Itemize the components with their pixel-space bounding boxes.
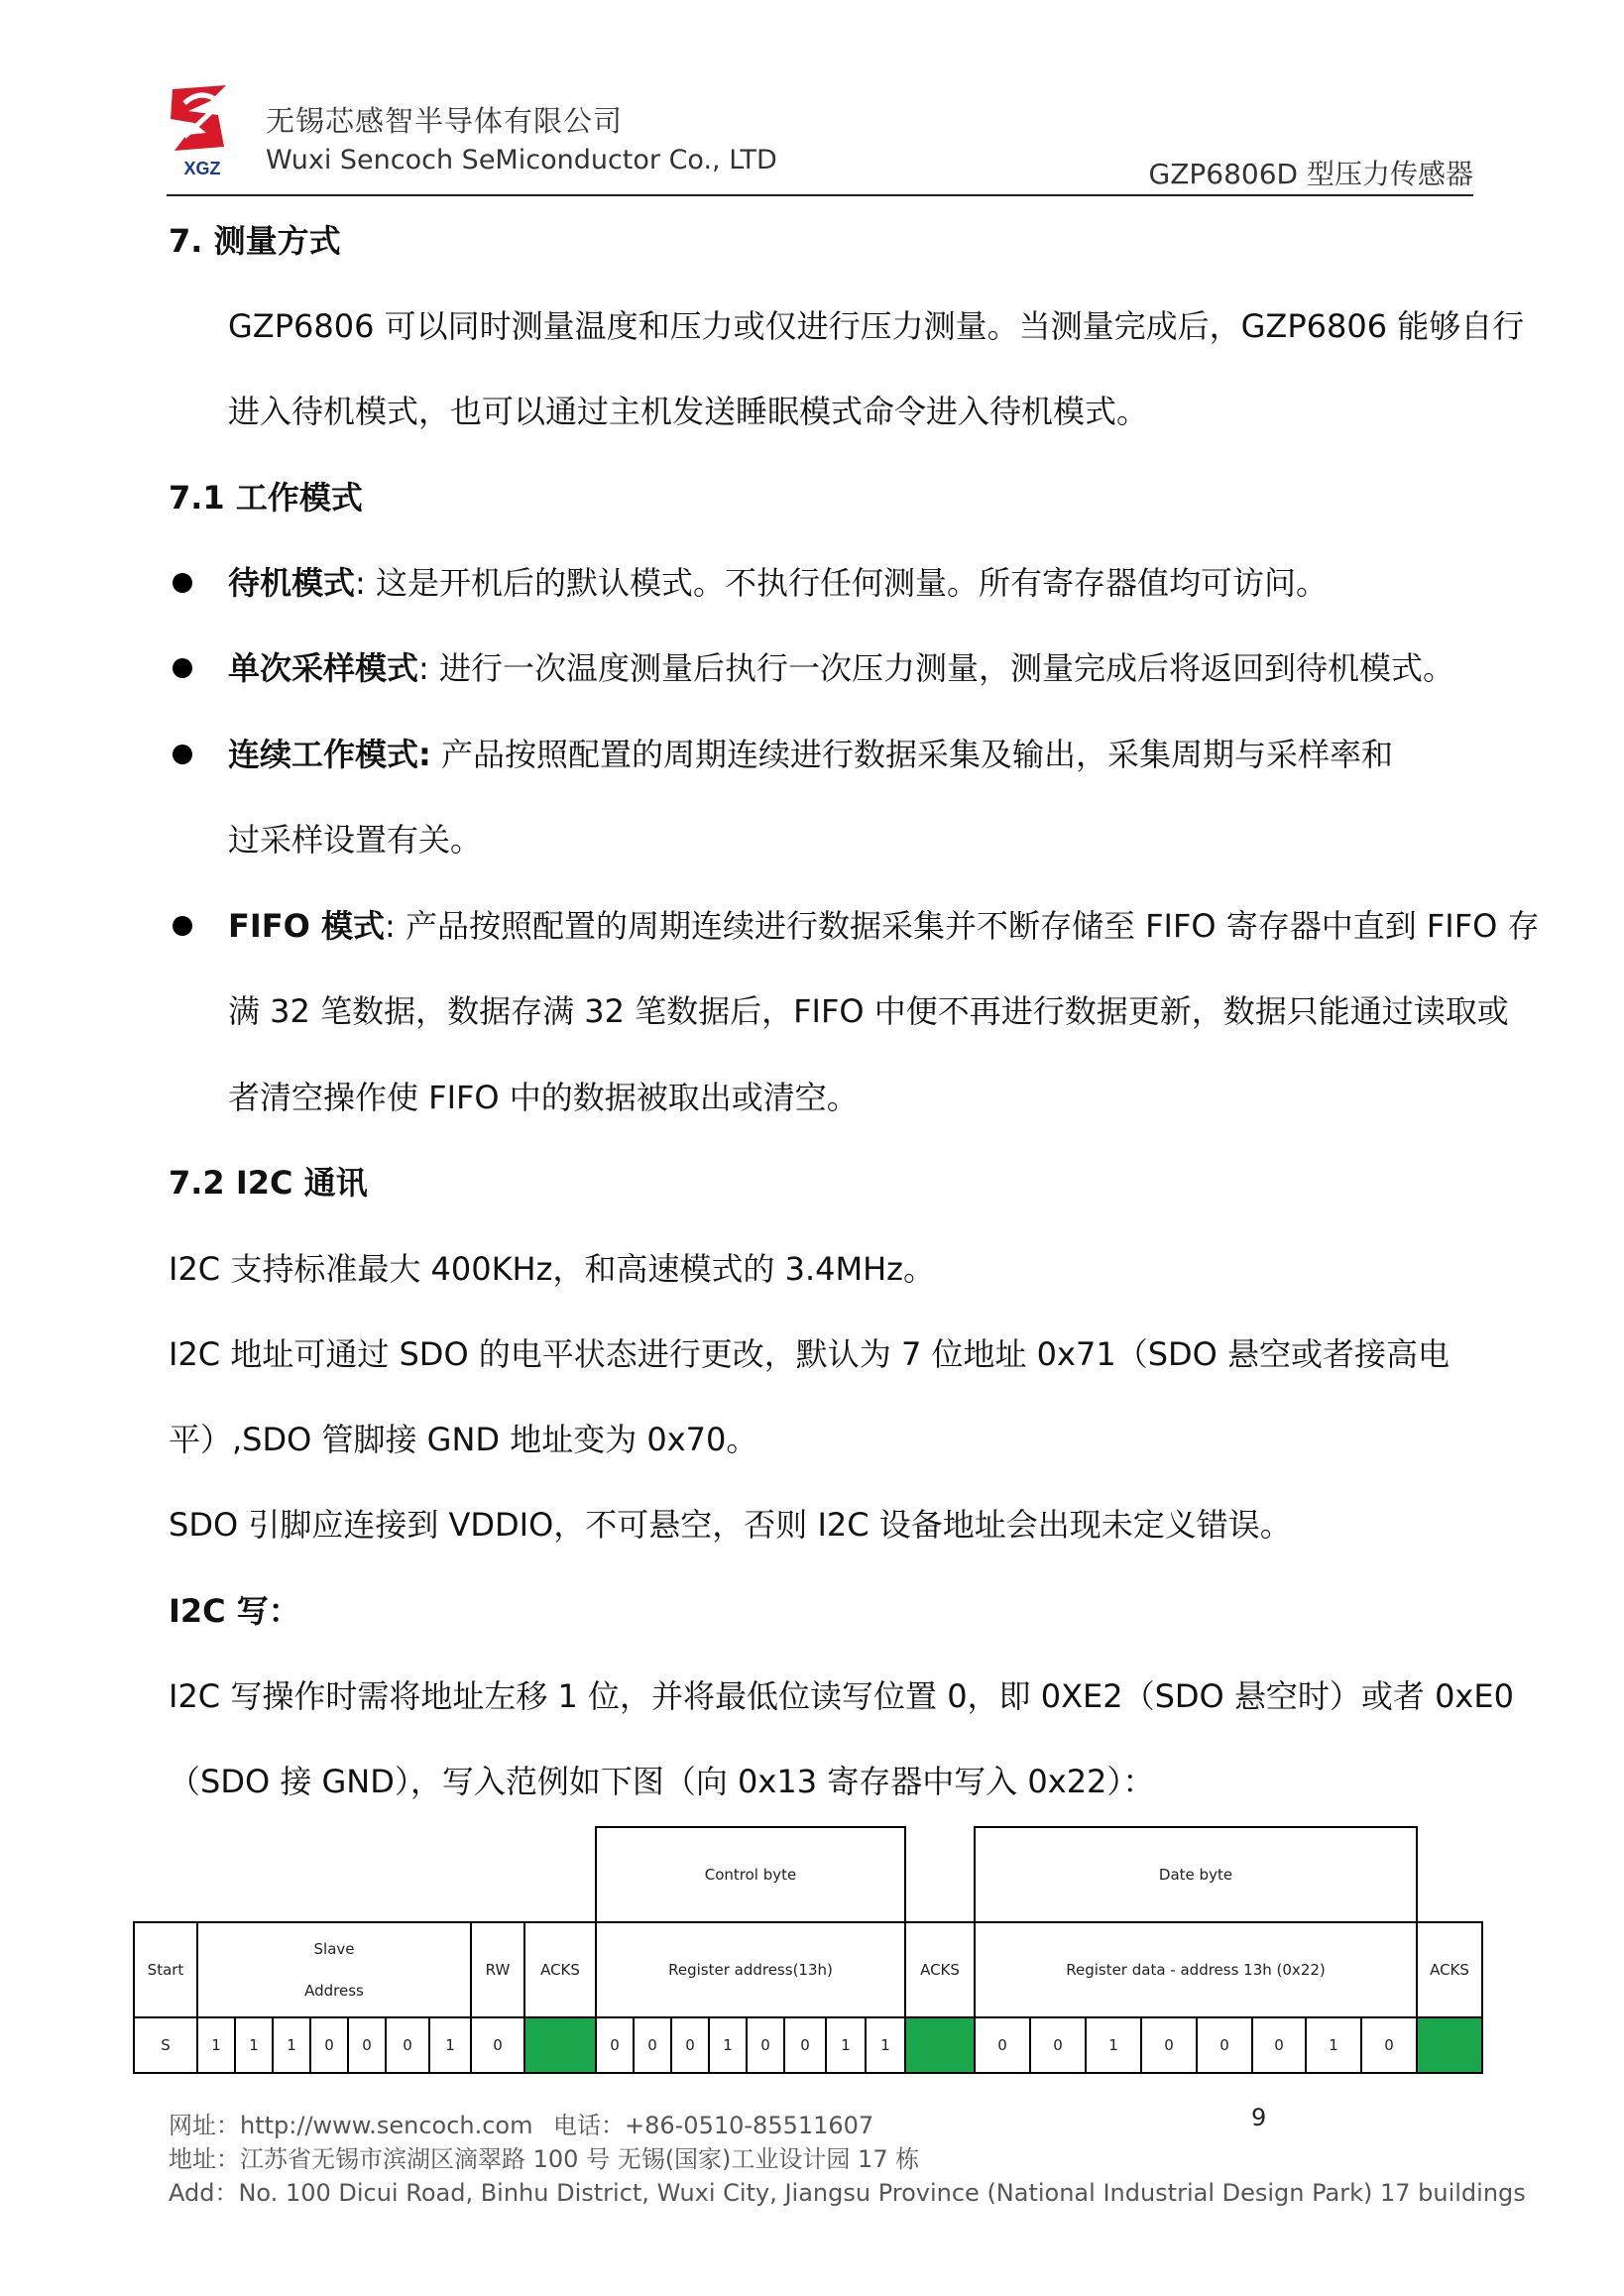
mode-item-single <box>228 648 1454 688</box>
mode-desc: : 进行一次温度测量后执行一次压力测量，测量完成后将返回到待机模式。 <box>418 649 1454 687</box>
address-bit: 0 <box>746 2016 785 2074</box>
ack-field: ACKS <box>1416 1921 1483 2018</box>
slave-bit: 0 <box>347 2016 387 2074</box>
mode-item-continuous-cont: 过采样设置有关。 <box>228 821 483 859</box>
mode-item-fifo-cont2: 者清空操作使 FIFO 中的数据被取出或清空。 <box>228 1079 859 1116</box>
slave-bit: 1 <box>234 2016 274 2074</box>
phone-number: +86-0510-85511607 <box>625 2112 874 2139</box>
logo-text: XGZ <box>183 159 221 178</box>
footer-address-cn <box>169 2139 919 2174</box>
rw-bit: 0 <box>470 2016 525 2074</box>
data-bit: 0 <box>1360 2016 1418 2074</box>
i2c-write-frame-table <box>133 1826 1483 2074</box>
mode-desc: : 产品按照配置的周期连续进行数据采集并不断存储至 FIFO 寄存器中直到 FIFO 存 <box>384 907 1540 945</box>
ack-bit <box>1416 2016 1483 2074</box>
address-label: 地址： <box>169 2145 240 2173</box>
mode-item-fifo-cont: 满 32 笔数据，数据存满 32 笔数据后，FIFO 中便不再进行数据更新，数据只能通过读取或 <box>228 992 1509 1030</box>
bullet-icon <box>173 916 192 936</box>
ack-field: ACKS <box>904 1921 976 2018</box>
address-bit: 0 <box>670 2016 710 2074</box>
mode-item-continuous <box>228 735 1393 774</box>
company-name-en: Wuxi Sencoch SeMiconductor Co., LTD <box>266 145 777 175</box>
address-en: No. 100 Dicui Road, Binhu District, Wuxi City, Jiangsu Province (National Industrial Design Park) 17 buildings <box>238 2179 1526 2207</box>
mode-desc: : 这是开机后的默认模式。不执行任何测量。所有寄存器值均可访问。 <box>355 564 1328 602</box>
mode-item-standby <box>228 563 1328 603</box>
address-bit: 0 <box>783 2016 827 2074</box>
start-bit: S <box>133 2016 198 2074</box>
company-logo <box>167 81 238 180</box>
section-7-1-heading: 7.1 工作模式 <box>169 479 363 517</box>
slave-bit: 1 <box>272 2016 311 2074</box>
i2c-address-line1: I2C 地址可通过 SDO 的电平状态进行更改，默认为 7 位地址 0x71（SDO 悬空或者接高电 <box>169 1335 1450 1373</box>
data-bit: 0 <box>974 2016 1031 2074</box>
address-label: Add： <box>169 2179 239 2207</box>
address-bit: 0 <box>633 2016 672 2074</box>
section-7-para-line2: 进入待机模式，也可以通过主机发送睡眠模式命令进入待机模式。 <box>228 393 1149 430</box>
page-number: 9 <box>1251 2104 1267 2131</box>
bullet-icon <box>173 573 192 593</box>
address-bit: 0 <box>595 2016 635 2074</box>
mode-term: FIFO 模式 <box>228 907 385 945</box>
slave-bit: 0 <box>309 2016 349 2074</box>
data-bit: 0 <box>1196 2016 1253 2074</box>
sdo-note: SDO 引脚应连接到 VDDIO，不可悬空，否则 I2C 设备地址会出现未定义错误。 <box>169 1506 1292 1544</box>
i2c-write-line2: （SDO 接 GND），写入范例如下图（向 0x13 寄存器中写入 0x22）： <box>169 1763 1155 1800</box>
mode-desc: 产品按照配置的周期连续进行数据采集及输出，采集周期与采样率和 <box>430 736 1393 773</box>
footer-address-en <box>169 2173 1526 2208</box>
slave-label-line1: Slave <box>313 1940 355 1958</box>
section-7-heading: 7. 测量方式 <box>169 222 341 260</box>
ack-bit <box>904 2016 976 2074</box>
footer-website <box>169 2106 533 2140</box>
register-data-field: Register data - address 13h (0x22) <box>974 1921 1418 2018</box>
i2c-address-line2: 平）,SDO 管脚接 GND 地址变为 0x70。 <box>169 1421 758 1458</box>
register-address-field: Register address(13h) <box>595 1921 906 2018</box>
slave-bit: 0 <box>385 2016 430 2074</box>
section-7-2-heading: 7.2 I2C 通讯 <box>169 1164 368 1202</box>
data-bit: 0 <box>1029 2016 1087 2074</box>
control-byte-header: Control byte <box>595 1826 906 1923</box>
mode-term: 待机模式 <box>228 564 356 602</box>
address-bit: 1 <box>865 2016 906 2074</box>
website-link[interactable]: http://www.sencoch.com <box>240 2112 533 2139</box>
address-cn: 江苏省无锡市滨湖区滴翠路 100 号 无锡(国家)工业设计园 17 栋 <box>240 2145 920 2173</box>
footer-phone <box>553 2106 873 2140</box>
company-name-cn: 无锡芯感智半导体有限公司 <box>266 104 624 138</box>
slave-label-line2: Address <box>304 1982 364 2000</box>
address-bit: 1 <box>825 2016 867 2074</box>
bullet-icon <box>173 745 192 764</box>
product-title: GZP6806D 型压力传感器 <box>1148 158 1473 190</box>
header-divider <box>167 194 1473 196</box>
i2c-write-heading: I2C 写： <box>169 1592 300 1630</box>
address-bit: 1 <box>708 2016 748 2074</box>
mode-item-fifo <box>228 906 1540 946</box>
data-bit: 0 <box>1251 2016 1307 2074</box>
i2c-speed-text: I2C 支持标准最大 400KHz，和高速模式的 3.4MHz。 <box>169 1250 935 1288</box>
mode-term: 连续工作模式: <box>228 736 431 773</box>
slave-address-field <box>196 1921 472 2018</box>
bullet-icon <box>173 658 192 678</box>
i2c-write-line1: I2C 写操作时需将地址左移 1 位，并将最低位读写位置 0，即 0XE2（SDO 悬空时）或者 0xE0 <box>169 1677 1514 1715</box>
section-7-para-line1: GZP6806 可以同时测量温度和压力或仅进行压力测量。当测量完成后，GZP6806 能够自行 <box>228 307 1525 345</box>
mode-term: 单次采样模式 <box>228 649 419 687</box>
data-bit: 1 <box>1305 2016 1362 2074</box>
start-field: Start <box>133 1921 198 2018</box>
slave-bit: 1 <box>196 2016 236 2074</box>
ack-bit <box>523 2016 597 2074</box>
phone-label: 电话： <box>553 2112 625 2139</box>
slave-bit: 1 <box>428 2016 472 2074</box>
rw-field: RW <box>470 1921 525 2018</box>
data-bit: 0 <box>1140 2016 1198 2074</box>
website-label: 网址： <box>169 2112 240 2139</box>
ack-field: ACKS <box>523 1921 597 2018</box>
data-bit: 1 <box>1085 2016 1142 2074</box>
date-byte-header: Date byte <box>974 1826 1418 1923</box>
